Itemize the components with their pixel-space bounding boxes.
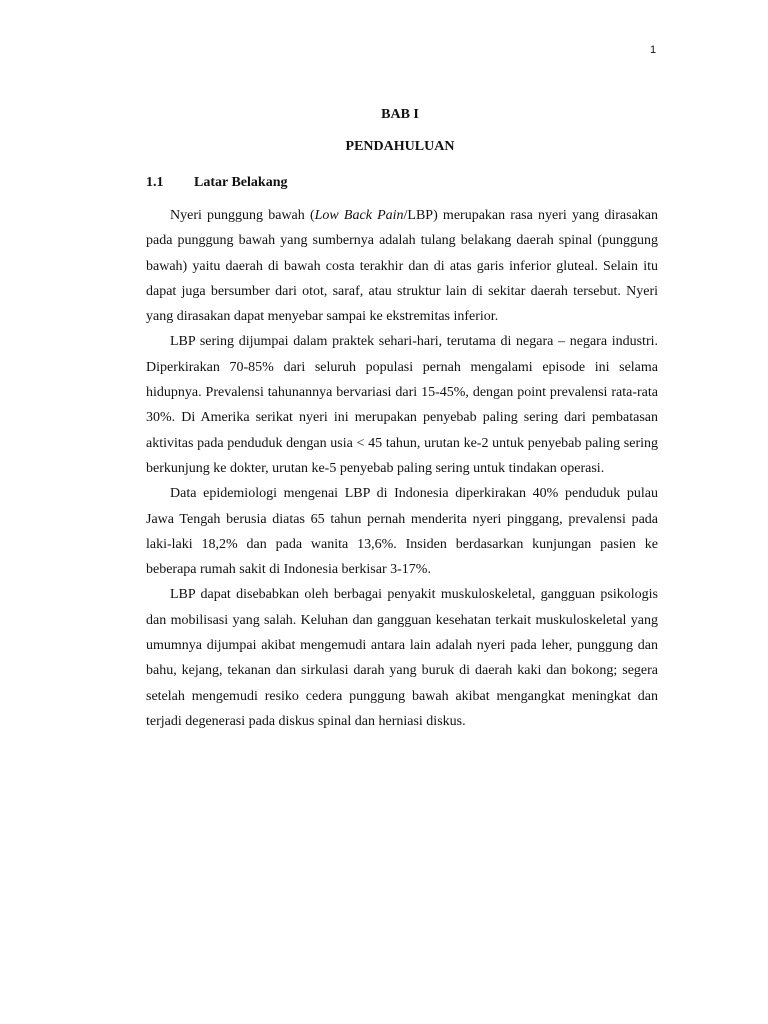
emphasis-term: Low Back Pain — [314, 208, 404, 223]
paragraph: LBP sering dijumpai dalam praktek sehari-hari, terutama di negara – negara industri. Diperkirakan 70-85% dari seluruh populasi pernah mengalami episode ini selama hidupnya. Prevalensi tahunannya bervariasi dari 15-45%, dengan point prevalensi rata-rata 30%. Di Amerika serikat nyeri ini merupakan penyebab paling sering dari pembatasan aktivitas pada penduduk dengan usia < 45 tahun, urutan ke-2 untuk penyebab paling sering berkunjung ke dokter, urutan ke-5 penyebab paling sering untuk tindakan operasi. — [146, 334, 658, 476]
paragraph-text-start: Nyeri punggung bawah ( — [170, 208, 315, 223]
paragraph-text-end: /LBP) merupakan rasa nyeri yang dirasakan pada punggung bawah yang sumbernya adalah tulang belakang daerah spinal (punggung bawah) yaitu daerah di bawah costa terakhir dan di atas garis inferior gluteal. Selain itu dapat juga bersumber dari otot, saraf, atau struktur lain di sekitar daerah tersebut. Nyeri yang dirasakan dapat menyebar sampai ke ekstremitas inferior. — [146, 208, 659, 325]
page-number: 1 — [650, 44, 657, 56]
chapter-label: BAB I — [381, 107, 419, 122]
section-heading — [146, 175, 287, 191]
body-text — [146, 203, 658, 734]
chapter-title: PENDAHULUAN — [345, 139, 455, 154]
paragraph: Data epidemiologi mengenai LBP di Indonesia diperkirakan 40% penduduk pulau Jawa Tengah berusia diatas 65 tahun pernah menderita nyeri pinggang, prevalensi pada laki-laki 18,2% dan pada wanita 13,6%. Insiden berdasarkan kunjungan pasien ke beberapa rumah sakit di Indonesia berkisar 3-17%. — [146, 486, 658, 578]
paragraph — [146, 203, 658, 329]
section-title: Latar Belakang — [194, 175, 288, 190]
paragraph: LBP dapat disebabkan oleh berbagai penyakit muskuloskeletal, gangguan psikologis dan mobilisasi yang salah. Keluhan dan gangguan kesehatan terkait muskuloskeletal yang umumnya dijumpai akibat mengemudi antara lain adalah nyeri pada leher, punggung dan bahu, kejang, tekanan dan sirkulasi darah yang buruk di daerah kaki dan bokong; segera setelah mengemudi resiko cedera punggung bawah akibat mengangkat meningkat dan terjadi degenerasi pada diskus spinal dan herniasi diskus. — [146, 587, 658, 729]
section-number: 1.1 — [146, 175, 164, 190]
